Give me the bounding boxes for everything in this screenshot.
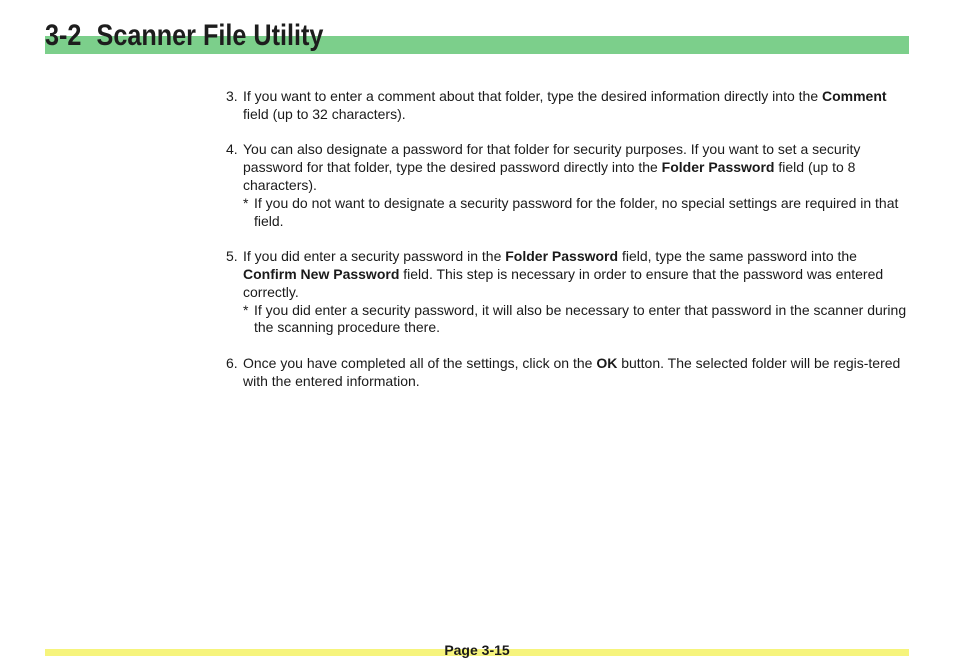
step-5 — [226, 248, 910, 337]
step-number: 4. — [226, 141, 238, 158]
step-text-part: field (up to 8 characters). — [243, 159, 856, 193]
field-name-folder-password: Folder Password — [505, 248, 619, 265]
note-text: If you did enter a security password, it will also be necessary to enter that password in the scanner during the scanning procedure there. — [254, 301, 907, 336]
field-name-comment: Comment — [822, 88, 887, 104]
step-text-part: field. This step is necessary in order to ensure that the password was entered correctly. — [243, 265, 884, 300]
step-text-part: button. The selected folder will be regis-tered with the entered information. — [243, 354, 901, 389]
step-text-part: field, type the same password into the — [618, 248, 857, 265]
step-number: 5. — [226, 248, 238, 265]
step-3 — [226, 88, 910, 124]
step-text — [243, 88, 910, 124]
note-text: If you do not want to designate a security password for the folder, no special settings are required in that field. — [254, 194, 899, 229]
step-note — [243, 302, 910, 338]
step-note — [243, 195, 910, 231]
step-text-part: You can also designate a password for that folder for security purposes. If you want to set a security password for that folder, type the desired password directly into the — [243, 141, 861, 176]
note-asterisk: * — [243, 301, 249, 318]
button-name-ok: OK — [596, 354, 618, 371]
step-number: 6. — [226, 354, 238, 371]
section-title: Scanner File Utility — [96, 19, 324, 52]
page-title — [45, 16, 323, 56]
step-6 — [226, 355, 910, 391]
field-name-confirm-new-password: Confirm New Password — [243, 265, 400, 282]
step-text — [243, 248, 910, 301]
step-number: 3. — [226, 88, 238, 104]
section-number: 3-2 — [45, 19, 82, 52]
step-text-part: Once you have completed all of the settings, click on the — [243, 354, 597, 371]
step-text — [243, 355, 910, 391]
note-asterisk: * — [243, 194, 249, 211]
field-name-folder-password: Folder Password — [661, 159, 775, 176]
step-text-part: If you want to enter a comment about that folder, type the desired information directly into the — [243, 88, 822, 104]
step-4 — [226, 141, 910, 230]
page-number: Page 3-15 — [444, 642, 510, 658]
content-body — [226, 88, 910, 408]
step-text — [243, 141, 910, 194]
step-text-part: field (up to 32 characters). — [243, 105, 406, 122]
step-text-part: If you did enter a security password in the — [243, 248, 506, 265]
